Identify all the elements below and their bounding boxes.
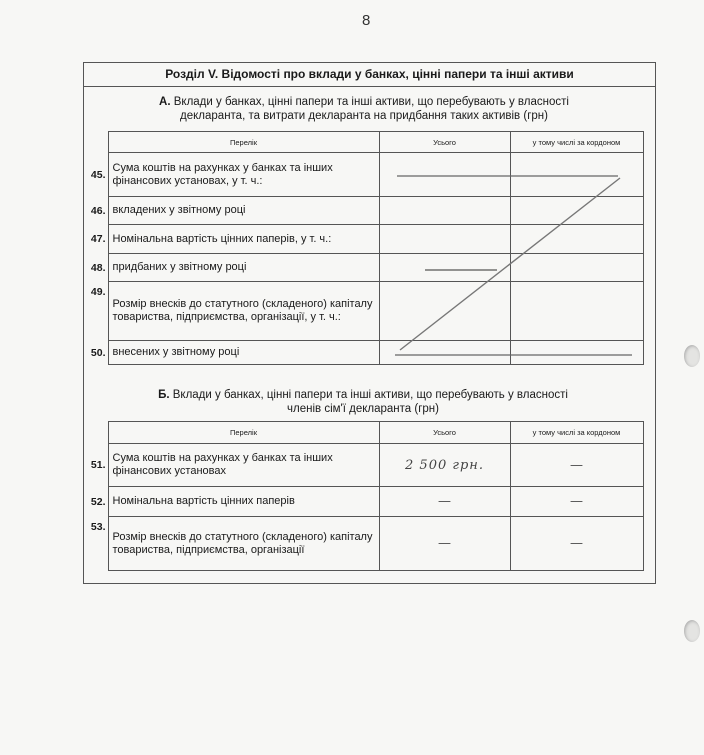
punch-hole: [684, 345, 700, 367]
row-number: 52.: [90, 495, 106, 508]
row-label: внесених у звітному році: [108, 341, 379, 365]
row-abroad: —: [510, 444, 643, 487]
row-abroad: [510, 254, 643, 282]
row-number: 46.: [90, 204, 106, 217]
row-label: вкладених у звітному році: [108, 197, 379, 225]
row-number: 50.: [90, 346, 106, 359]
row-label: Сума коштів на рахунках у банках та інших фінансових установах: [108, 444, 379, 487]
row-number: 49.: [90, 285, 106, 298]
header-item: Перелік: [108, 132, 379, 153]
row-total: —: [379, 487, 510, 517]
row-number: 53.: [90, 520, 106, 533]
row-total: 2 500 грн.: [379, 444, 510, 487]
part-b-letter: Б.: [158, 389, 170, 401]
row-abroad: [510, 197, 643, 225]
part-a-letter: А.: [159, 96, 171, 108]
table-row: [84, 254, 643, 282]
punch-hole: [684, 620, 700, 642]
row-label: Сума коштів на рахунках у банках та інших фінансових установах, у т. ч.:: [108, 153, 379, 197]
table-row: [84, 487, 643, 517]
part-a-title-line1: Вклади у банках, цінні папери та інші активи, що перебувають у власності: [173, 96, 569, 108]
table-row: [84, 341, 643, 365]
row-label: Номінальна вартість цінних паперів: [108, 487, 379, 517]
row-total: [379, 225, 510, 254]
row-abroad: [510, 282, 643, 341]
row-number: 51.: [90, 459, 106, 471]
header-total: Усього: [379, 422, 510, 444]
row-total: [379, 341, 510, 365]
row-label: Розмір внесків до статутного (складеного) капіталу товариства, підприємства, організації, у т. ч.:: [108, 282, 379, 341]
row-number: 47.: [90, 233, 106, 245]
header-abroad: у тому числі за кордоном: [510, 422, 643, 444]
row-label: Розмір внесків до статутного (складеного) капіталу товариства, підприємства, організації: [108, 517, 379, 571]
part-a-table: [84, 131, 644, 365]
table-row: [84, 153, 643, 197]
row-total: —: [379, 517, 510, 571]
table-row: [84, 517, 643, 571]
row-total: [379, 282, 510, 341]
header-item: Перелік: [108, 422, 379, 444]
part-a-title-line2: декларанта, та витрати декларанта на придбання таких активів (грн): [180, 110, 548, 122]
row-number: 45.: [90, 168, 106, 181]
row-abroad: —: [510, 487, 643, 517]
table-row: [84, 282, 643, 341]
row-total: [379, 197, 510, 225]
part-b-title-line1: Вклади у банках, цінні папери та інші активи, що перебувають у власності: [172, 389, 568, 401]
table-row: [84, 444, 643, 487]
part-b-title-line2: членів сім'ї декларанта (грн): [287, 403, 439, 415]
row-abroad: —: [510, 517, 643, 571]
part-b-title: [123, 388, 603, 416]
row-abroad: [510, 153, 643, 197]
row-label: придбаних у звітному році: [108, 254, 379, 282]
row-abroad: [510, 341, 643, 365]
row-number: 48.: [90, 261, 106, 274]
row-total: [379, 153, 510, 197]
header-total: Усього: [379, 132, 510, 153]
section-title: Розділ V. Відомості про вклади у банках, цінні папери та інші активи: [84, 63, 655, 87]
table-row: [84, 225, 643, 254]
row-abroad: [510, 225, 643, 254]
row-label: Номінальна вартість цінних паперів, у т. ч.:: [108, 225, 379, 254]
header-abroad: у тому числі за кордоном: [510, 132, 643, 153]
table-row: [84, 197, 643, 225]
page-number: 8: [362, 12, 371, 29]
part-a-title: [124, 95, 604, 123]
row-total: [379, 254, 510, 282]
part-b-table: [84, 421, 644, 571]
